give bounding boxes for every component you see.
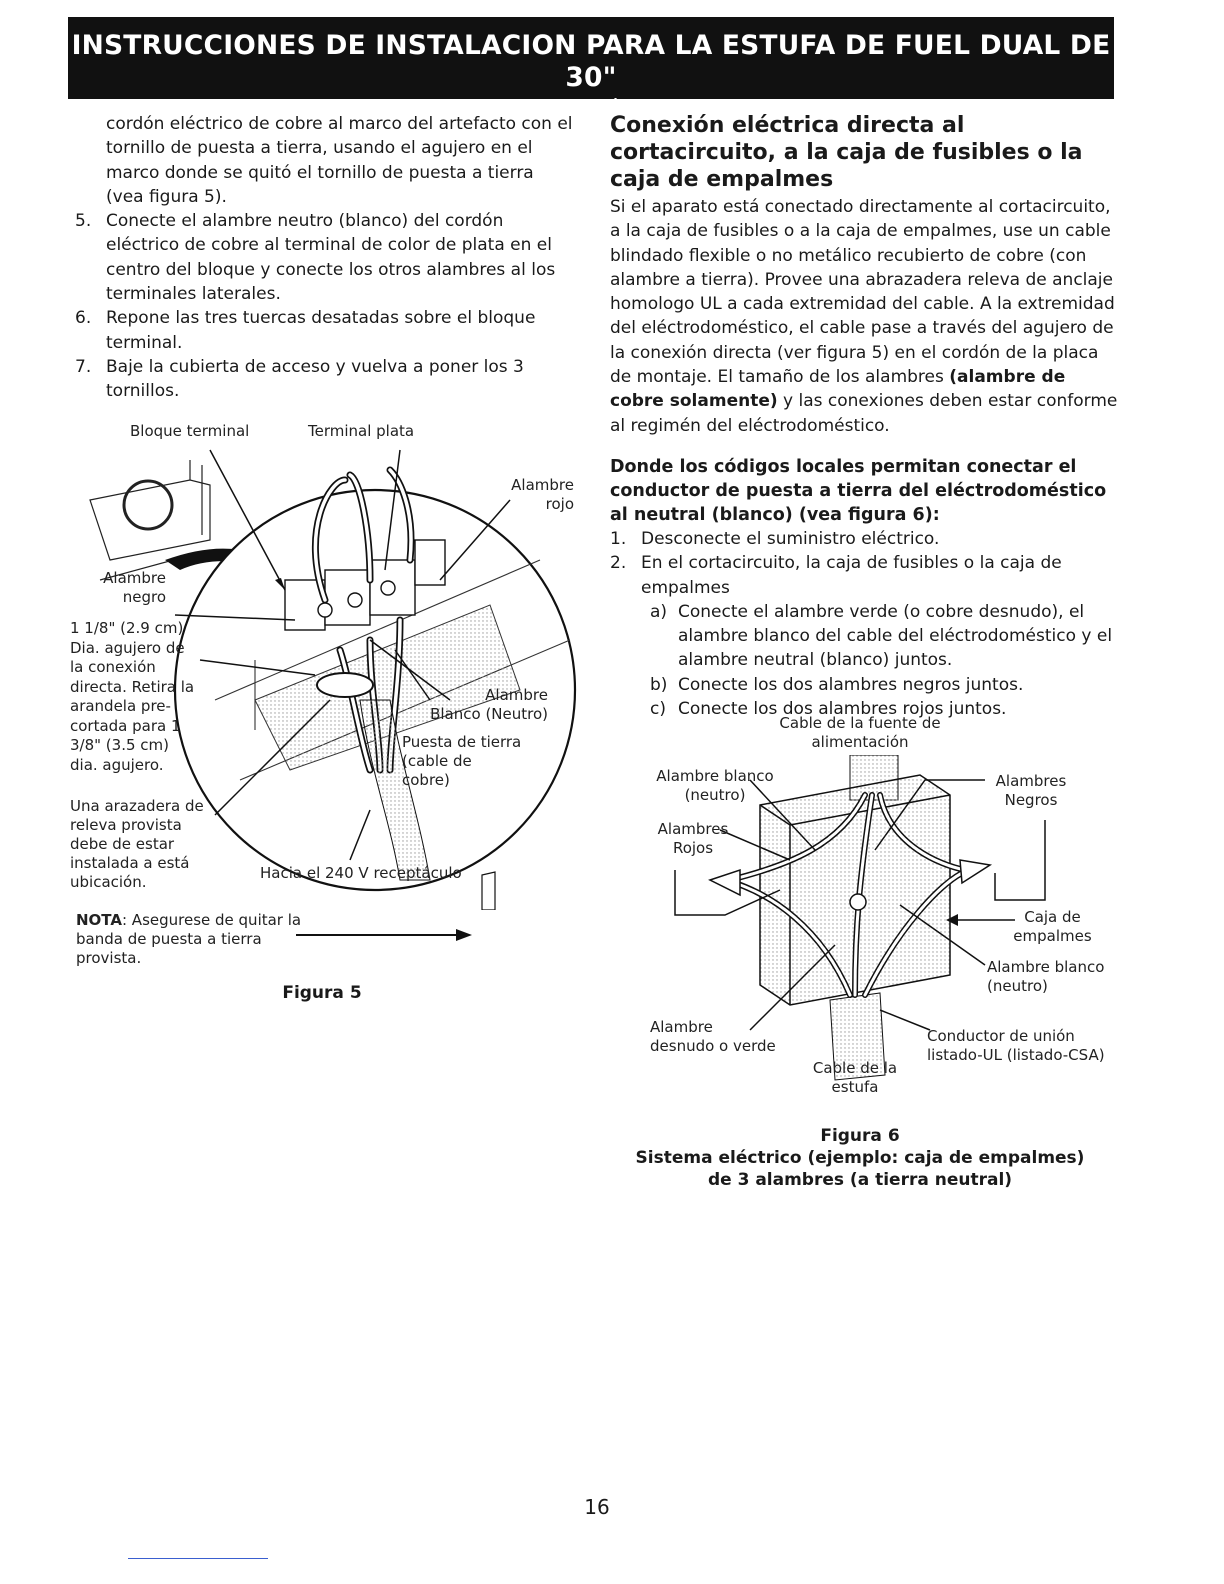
step-number: 1. (610, 528, 627, 549)
step-number: 5. (75, 211, 92, 232)
step-text: En el cortacircuito, la caja de fusibles o la caja de empalmes (641, 553, 1062, 598)
label-cable-fuente (770, 714, 950, 752)
step-number: 7. (75, 356, 92, 377)
title-banner (68, 17, 1114, 115)
subsection-heading: Donde los códigos locales permitan conectar el conductor de puesta a tierra del eléctrodoméstico al neutral (blanco) (vea figura 6): (610, 456, 1107, 525)
caption-line: Sistema eléctrico (ejemplo: caja de empalmes) (635, 1148, 1085, 1168)
step-number: 2. (610, 553, 627, 574)
label-line: listado-UL (listado-CSA) (927, 1046, 1105, 1064)
caption-line: de 3 alambres (a tierra neutral) (707, 1170, 1013, 1190)
label-line: Conductor de unión (927, 1027, 1075, 1045)
right-column (610, 112, 1120, 721)
step-item (610, 551, 1120, 600)
label-conductor-union (927, 1027, 1105, 1065)
substep-text: Conecte los dos alambres negros juntos. (678, 674, 1024, 695)
label-line: Rojos (672, 839, 714, 857)
label-line: rojo (545, 495, 574, 513)
label-line: arandela pre- (70, 697, 171, 715)
label-line: debe de estar (70, 835, 175, 853)
label-line: (cable de (402, 752, 472, 770)
substep-item (650, 673, 1120, 697)
nota-text: provista. (76, 949, 142, 967)
label-hole (70, 619, 194, 775)
label-line: negro (122, 588, 166, 606)
label-line: releva provista (70, 816, 182, 834)
label-line: Alambres (995, 772, 1067, 790)
nota-text: : Asegurese de quitar la (121, 911, 302, 929)
label-line: cobre) (402, 771, 450, 789)
label-alambre-blanco (420, 686, 548, 724)
page-title: INSTRUCCIONES DE INSTALACION PARA LA ESTUFA DE FUEL DUAL DE 30" (71, 30, 1111, 93)
label-line: Alambre (485, 686, 548, 704)
label-alambre-desnudo (650, 1018, 776, 1056)
step-number: 6. (75, 308, 92, 329)
label-line: instalada a está (70, 854, 190, 872)
label-line: Dia. agujero de (70, 638, 185, 657)
label-line: Alambres (657, 820, 729, 838)
label-line: Alambre (511, 476, 574, 494)
label-line: cortada para 1 (70, 716, 181, 735)
label-terminal-plata: Terminal plata (308, 422, 415, 440)
footer-divider (128, 1558, 268, 1559)
substep-text: Conecte los dos alambres rojos juntos. (678, 699, 1007, 720)
label-line: Puesta de tierra (402, 733, 522, 751)
substep-letter: b) (650, 674, 668, 695)
label-line: alimentación (811, 733, 909, 751)
label-line: ubicación. (70, 873, 147, 891)
label-line: estufa (831, 1078, 879, 1096)
label-hacia-receptaculo: Hacia el 240 V receptáculo (260, 864, 462, 882)
label-arazadera (70, 797, 204, 892)
label-line: empalmes (1013, 927, 1092, 945)
section-paragraph (610, 195, 1120, 438)
label-line: Alambre blanco (656, 767, 774, 785)
step-item (75, 355, 575, 404)
left-column (75, 112, 575, 404)
substep-text: Conecte el alambre verde (o cobre desnudo), el alambre blanco del cable del eléctrodoméstico y el alambre neutral (blanco) juntos. (678, 601, 1113, 671)
label-line: Negros (1004, 791, 1058, 809)
label-line: Blanco (Neutro) (430, 705, 548, 723)
paragraph-bold: (alambre de cobre solamente) (610, 367, 1066, 412)
section-heading: Conexión eléctrica directa al cortacircuito, a la caja de fusibles o la caja de empalmes (610, 113, 1083, 192)
label-line: 3/8" (3.5 cm) (70, 736, 169, 754)
step-text: Repone las tres tuercas desatadas sobre el bloque terminal. (106, 308, 536, 353)
step-item (75, 209, 575, 306)
label-alambre-negro (90, 569, 166, 607)
nota-text: banda de puesta a tierra (76, 930, 262, 948)
label-line: Caja de (1024, 908, 1081, 926)
label-line: dia. agujero. (70, 755, 164, 774)
label-line: directa. Retira la (70, 677, 195, 696)
step-text: Desconecte el suministro eléctrico. (641, 528, 940, 549)
intro-paragraph: cordón eléctrico de cobre al marco del artefacto con el tornillo de puesta a tierra, usando el agujero en el marco donde se quitó el tornillo de puesta a tierra (vea figura 5). (106, 114, 573, 207)
step-text: Baje la cubierta de acceso y vuelva a poner los 3 tornillos. (106, 356, 524, 402)
label-line: desnudo o verde (650, 1037, 776, 1055)
label-alambres-negros (986, 772, 1076, 810)
nota-note (76, 911, 301, 968)
nota-arrow-icon (296, 928, 476, 942)
label-line: Cable de la (812, 1059, 898, 1077)
label-line: Una arazadera de (70, 797, 204, 815)
substep-item (650, 600, 1120, 673)
label-alambres-rojos (638, 820, 748, 858)
figure-6-caption (610, 1125, 1110, 1191)
label-line: la conexión (70, 658, 156, 676)
step-item (75, 306, 575, 355)
label-line: (neutro) (684, 786, 746, 804)
caption-line: Figura 6 (820, 1126, 900, 1146)
label-line: 1 1/8" (2.9 cm) (70, 619, 184, 637)
substep-letter: c) (650, 699, 666, 720)
label-bloque-terminal: Bloque terminal (130, 422, 250, 440)
nota-line (76, 911, 301, 930)
label-puesta-tierra (402, 733, 521, 790)
label-caja-empalmes (1005, 908, 1100, 946)
label-alambre-blanco-top (640, 767, 790, 805)
label-alambre-rojo (506, 476, 574, 514)
label-cable-estufa (800, 1059, 910, 1097)
page-number: 16 (584, 1495, 610, 1519)
label-line: Alambre blanco (987, 958, 1105, 976)
step-item (610, 527, 1120, 551)
paragraph-text: y las conexiones deben estar conforme al regimén del eléctrodoméstico. (610, 391, 1118, 436)
paragraph-text: Si el aparato está conectado directamente al cortacircuito, a la caja de fusibles o a la caja de empalmes, use un cable blindado flexible o no metálico recubierto de cobre (con alambre a tierra). Provee una abrazadera releva de anclaje homologo UL a cada extremidad del cable. A la extremidad del eléctrodoméstico, el cable pase a través del agujero de la conexión directa (ver figura 5) en el cordón de la placa de montaje. El tamaño de los alambres (610, 197, 1115, 388)
label-alambre-blanco-right (987, 958, 1104, 996)
nota-label: NOTA (76, 911, 122, 929)
step-text: Conecte el alambre neutro (blanco) del cordón eléctrico de cobre al terminal de color de plata en el centro del bloque y conecte los otros alambres al los terminales laterales. (106, 211, 556, 305)
substep-letter: a) (650, 601, 668, 622)
label-line: Alambre (103, 569, 166, 587)
label-line: (neutro) (987, 977, 1048, 995)
figure-5-caption: Figura 5 (282, 983, 362, 1003)
label-line: Cable de la fuente de (779, 714, 941, 732)
label-line: Alambre (650, 1018, 713, 1036)
page-subtitle: (Para Modelos con un Horno Eléctrico y una Estufa a Gas) (331, 96, 851, 115)
